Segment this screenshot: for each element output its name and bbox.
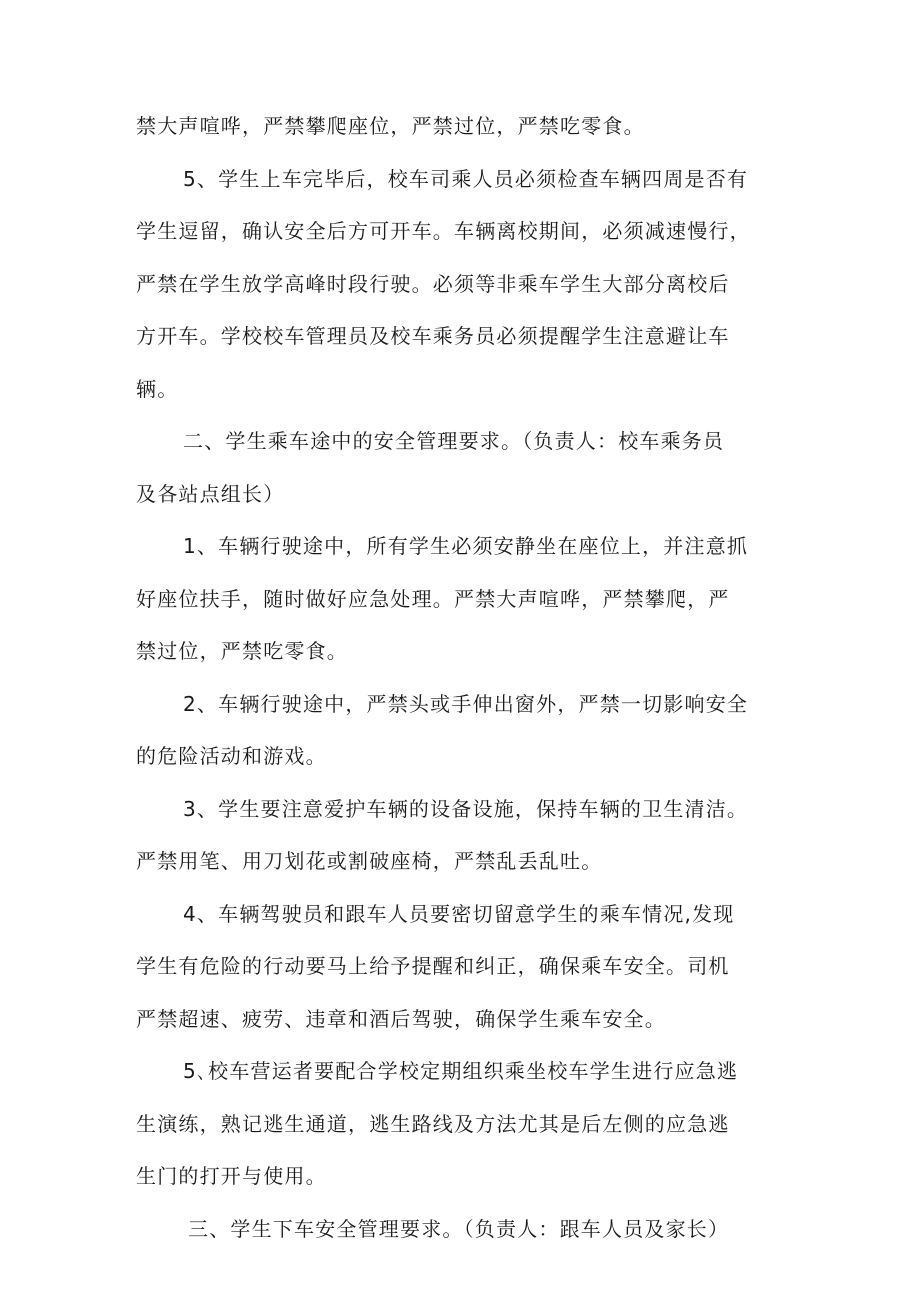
- section-heading: 及各站点组长）: [136, 482, 285, 506]
- text-line: 禁大声喧哗，严禁攀爬座位，严禁过位，严禁吃零食。: [136, 114, 645, 138]
- section-heading: 三、学生下车安全管理要求。（负责人：跟车人员及家长）: [188, 1217, 730, 1241]
- text-line: 5､校车营运者要配合学校定期组织乘坐校车学生进行应急逃: [183, 1059, 739, 1083]
- text-line: 生门的打开与使用。: [136, 1164, 327, 1188]
- text-line: 好座位扶手，随时做好应急处理。严禁大声喧哗，严禁攀爬，严: [136, 587, 730, 611]
- text-line: 的危险活动和游戏。: [136, 744, 327, 768]
- text-line: 学生有危险的行动要马上给予提醒和纠正，确保乘车安全。司机: [136, 954, 730, 978]
- text-line: 3、学生要注意爱护车辆的设备设施，保持车辆的卫生清洁。: [183, 797, 749, 821]
- text-line: 严禁用笔、用刀划花或割破座椅，严禁乱丢乱吐。: [136, 849, 603, 873]
- text-line: 辆。: [136, 377, 179, 401]
- text-line: 严禁在学生放学高峰时段行驶。必须等非乘车学生大部分离校后: [136, 272, 730, 296]
- text-line: 方开车。学校校车管理员及校车乘务员必须提醒学生注意避让车: [136, 324, 730, 348]
- text-line: 严禁超速、疲劳、违章和酒后驾驶，确保学生乘车安全。: [136, 1007, 666, 1031]
- section-heading: 二、学生乘车途中的安全管理要求。（负责人：校车乘务员: [183, 429, 725, 453]
- text-line: 禁过位，严禁吃零食。: [136, 639, 348, 663]
- text-line: 5、学生上车完毕后，校车司乘人员必须检查车辆四周是否有: [183, 167, 749, 191]
- text-line: 学生逗留，确认安全后方可开车。车辆离校期间，必须减速慢行，: [136, 219, 751, 243]
- text-line: 生演练，熟记逃生通道，逃生路线及方法尤其是后左侧的应急逃: [136, 1112, 730, 1136]
- text-line: 2、车辆行驶途中，严禁头或手伸出窗外，严禁一切影响安全: [183, 692, 749, 716]
- text-line: 1、车辆行驶途中，所有学生必须安静坐在座位上，并注意抓: [183, 534, 749, 558]
- text-line: 4、车辆驾驶员和跟车人员要密切留意学生的乘车情况,发现: [183, 902, 735, 926]
